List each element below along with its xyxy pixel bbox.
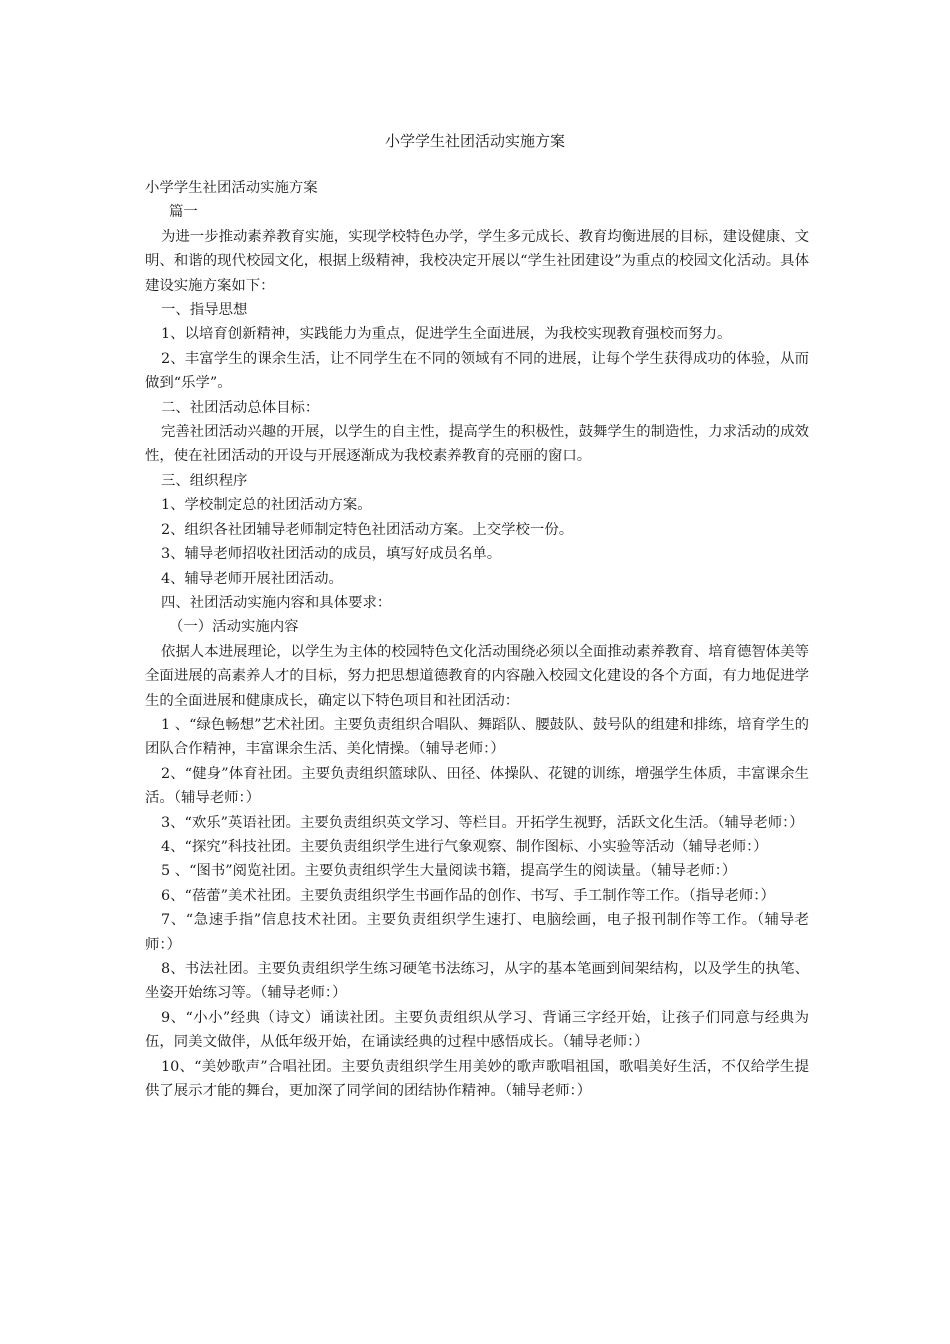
club-item: 8、书法社团。主要负责组织学生练习硬笔书法练习，从字的基本笔画到间架结构，以及学生的执笔、坐姿开始练习等。（辅导老师：） xyxy=(145,961,809,1002)
section4-subheading: （一）活动实施内容 xyxy=(169,619,299,636)
section2-paragraph: 完善社团活动兴趣的开展，以学生的自主性，提高学生的积极性，鼓舞学生的制造性，力求活动的成效性，使在社团活动的开设与开展逐渐成为我校素养教育的亮丽的窗口。 xyxy=(145,424,809,465)
club-item: 6、“蓓蕾”美术社团。主要负责组织学生书画作品的创作、书写、手工制作等工作。（指导老师：） xyxy=(161,887,775,904)
part-label: 篇一 xyxy=(169,204,198,221)
club-item: 5 、“图书”阅览社团。主要负责组织学生大量阅读书籍，提高学生的阅读量。（辅导老师：） xyxy=(161,863,737,880)
club-item: 2、“健身”体育社团。主要负责组织篮球队、田径、体操队、花键的训练，增强学生体质，丰富课余生活。（辅导老师：） xyxy=(145,765,809,807)
section-heading-4: 四、社团活动实施内容和具体要求： xyxy=(161,594,392,611)
club-item: 7、“急速手指”信息技术社团。主要负责组织学生速打、电脑绘画，电子报刊制作等工作。（辅导老师：） xyxy=(145,912,809,953)
section3-item: 2、组织各社团辅导老师制定特色社团活动方案。上交学校一份。 xyxy=(161,521,574,538)
document-subtitle: 小学学生社团活动实施方案 xyxy=(145,180,318,196)
section4-intro: 依据人本进展理论，以学生为主体的校园特色文化活动围绕必须以全面推动素养教育、培育德智体美等全面进展的高素养人才的目标，努力把思想道德教育的内容融入校园文化建设的各个方面，有力地促进学生的全面进展和健康成长，确定以下特色项目和社团活动： xyxy=(145,643,809,709)
section3-item: 4、辅导老师开展社团活动。 xyxy=(161,570,343,587)
intro-paragraph: 为进一步推动素养教育实施，实现学校特色办学，学生多元成长、教育均衡进展的目标，建设健康、文明、和谐的现代校园文化，根据上级精神，我校决定开展以“学生社团建设”为重点的校园文化活动。具体建设实施方案如下： xyxy=(145,228,809,294)
section1-item: 1、以培育创新精神，实践能力为重点，促进学生全面进展，为我校实现教育强校而努力。 xyxy=(161,326,732,343)
section-heading-1: 一、指导思想 xyxy=(161,302,248,319)
document-title: 小学学生社团活动实施方案 xyxy=(384,132,565,150)
club-item: 1 、“绿色畅想”艺术社团。主要负责组织合唱队、舞蹈队、腰鼓队、鼓号队的组建和排练，培育学生的团队合作精神，丰富课余生活、美化情操。（辅导老师：） xyxy=(145,716,809,758)
section3-item: 3、辅导老师招收社团活动的成员，填写好成员名单。 xyxy=(161,546,502,563)
club-item: 10、“美妙歌声”合唱社团。主要负责组织学生用美妙的歌声歌唱祖国，歌唱美好生活，不仅给学生提供了展示才能的舞台，更加深了同学间的团结协作精神。（辅导老师：） xyxy=(145,1058,809,1100)
club-item: 9、“小小”经典（诗文）诵读社团。主要负责组织从学习、背诵三字经开始，让孩子们同意与经典为伍，同美文做伴，从低年级开始，在诵读经典的过程中感悟成长。（辅导老师：） xyxy=(145,1009,809,1051)
club-item: 4、“探究”科技社团。主要负责组织学生进行气象观察、制作图标、小实验等活动（辅导老师：） xyxy=(161,838,768,855)
document-body xyxy=(145,176,809,1103)
section-heading-2: 二、社团活动总体目标： xyxy=(161,399,320,416)
club-item: 3、“欢乐”英语社团。主要负责组织英文学习、等栏目。开拓学生视野，活跃文化生活。（辅导老师：） xyxy=(161,814,804,831)
section-heading-3: 三、组织程序 xyxy=(161,472,248,489)
section1-item: 2、丰富学生的课余生活，让不同学生在不同的领域有不同的进展，让每个学生获得成功的体验，从而做到“乐学”。 xyxy=(145,350,809,392)
section3-item: 1、学校制定总的社团活动方案。 xyxy=(161,497,372,514)
